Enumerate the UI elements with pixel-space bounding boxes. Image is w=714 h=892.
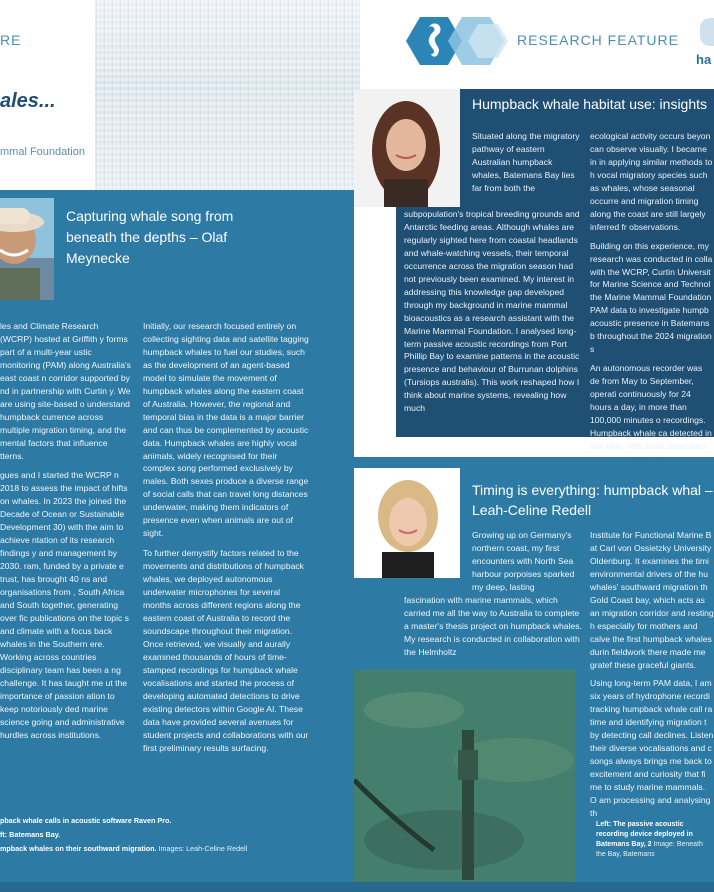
section-label-research-feature: RESEARCH FEATURE — [517, 32, 679, 48]
paragraph: Building on this experience, my research was conducted in colla with the WCRP, Curtin Universit for Marine Science and Technol the Marine Mammal Foundation PAM data to investigate humpb acoustic presence in Batemans b throughout the 2024 migration s — [590, 240, 713, 355]
habitat-section-heading: Humpback whale habitat use: insights — [472, 96, 708, 112]
paragraph: ecological activity occurs beyon can observe visually. I became in in applying similar methods to h vocal migratory species such as whales, whose seasonal occurre and migration timing along the coast are still largely inferred fr observations. — [590, 131, 713, 232]
timing-text-column-2 — [590, 529, 714, 826]
bottom-strip — [0, 882, 714, 892]
paragraph: les and Climate Research (WCRP) hosted at Griffith y forms part of a multi-year ustic monitoring (PAM) along Australia's east coast n corridor supported by nd in partnership with Curtin y. We are using site-based o understand humpback currence across multiple migration timing, and the mental factors that influence tterns. — [0, 321, 131, 461]
image-caption: Left: The passive acoustic recording device deployed in Batemans Bay, 2 Image: Beneath the Bay, Batemans — [596, 821, 703, 858]
olaf-portrait-photo — [0, 198, 54, 300]
habitat-author-portrait-photo — [354, 89, 460, 207]
image-caption: ft: Batemans Bay. — [0, 830, 61, 839]
publisher-logo: ha — [696, 52, 712, 67]
section-label-left: RE — [0, 32, 22, 48]
habitat-text-column-1: subpopulation's tropical breeding grounds and Antarctic feeding areas. Although whales are regularly sighted here from coastal headlands and whale-watching vessels, their temporal occurrence across the migration season had not previously been examined. My interest in addressing this knowledge gap developed through my background in marine mammal bioacoustics as a research assistant with the Marine Mammal Foundation. I analysed long-term passive acoustic recordings from Port Phillip Bay to examine patterns in the acoustic presence and behaviour of Burrunan dolphins (Tursiops australis). This work reshaped how I think about marine systems, revealing how much — [404, 209, 580, 414]
olaf-section-heading: Capturing whale song from beneath the depths – Olaf Meynecke — [66, 208, 234, 266]
paragraph: Using long-term PAM data, I am six years of hydrophone recordi tracking humpback whale call ra time and identifying migration t by detecting call declines. Listen their diverse vocalisations and c songs always brings me back to excitement and curiosity that fi me to study marine mammals. O am processing and analysing th — [590, 678, 714, 819]
speech-bubble-icon — [700, 18, 714, 46]
timing-text-column-1: fascination with marine mammals, which carried me all the way to Australia to complete a master's thesis project on humpback whales. My research is conducted in collaboration with the Helmholtz — [404, 595, 582, 657]
hydrophone-underwater-photo — [354, 670, 575, 892]
paragraph: To further demystify factors related to the movements and distributions of humpback whales, we deployed autonomous underwater microphones for several months across different regions along the eastern coast of Australia to record the soundscape throughout their migration. Once retrieved, we visually and aurally examined thousands of hours of time-stamped recordings for humpback whale vocalisations and started the process of developing automated detections to drive existing detectors within Google AI. These data have provided several avenues for student projects and collaborations with our first preliminary results surfacing. — [143, 548, 309, 753]
article-byline: mmal Foundation — [0, 146, 85, 158]
paragraph: An autonomous recorder was de from May to September, operati continuously for 24 hours a day, in more than 100,000 minutes o recordings. Humpback whale ca detected in late May, with susta detections — [590, 363, 712, 451]
image-caption: pback whale calls in acoustic software Raven Pro. — [0, 816, 172, 825]
article-title: ales... — [0, 90, 56, 112]
habitat-text-column-2 — [590, 130, 714, 472]
paragraph: Institute for Functional Marine B at Carl von Ossietzky University Oldenburg. It examines the timi environmental drivers of the hu whales' southward migration th Gold Coast bay, which acts as an migration corridor and resting h especially for mothers and calve the first humpback whales durin fieldwork there made me gratef these graceful giants. — [590, 530, 714, 670]
olaf-text-column-1 — [0, 320, 132, 749]
paragraph: Initially, our research focused entirely on collecting sighting data and satellite tagging humpback whales to fuel our studies, such as the development of an agent-based model to simulate the movement of humpback whales along the eastern coast of Australia. However, the regional and temporal bias in the data is a major barrier and can thus be complemented by acoustic data. Humpback whales are highly vocal animals, widely recognised for their complex song performed exclusively by males. Both sexes produce a diverse range of social calls that can travel long distances underwater, making them indicators of presence even when animals are out of sight. — [143, 321, 309, 539]
spectrogram-image — [95, 0, 360, 190]
timing-section-heading: Timing is everything: humpback whal –Leah-Celine Redell — [472, 482, 713, 518]
paragraph: gues and I started the WCRP n 2018 to assess the impact of hifts on whales. In 2023 the joined the Decade of Ocean or Sustainable Development 30) with the aim to achieve ntation of its research findings y and management by 2030. ram, funded by a private e trust, has brought 40 ns and organisations from , South Africa and South together, generating over fic publications on the topic s and climate with a focus back whales in the Southern ere. Working across countries disciplinary team has been a ng challenge. It has taught me ut the importance of passion ation to keep notoriously ded marine science going and administrative hurdles across institutions. — [0, 470, 129, 740]
seahorse-hexagon-icon — [386, 6, 516, 76]
image-caption: mpback whales on their southward migration. Images: Leah-Celine Redell — [0, 844, 248, 853]
timing-text-intro: Growing up on Germany's northern coast, my first encounters with North Sea harbour porpoises sparked my deep, lasting — [472, 530, 575, 592]
olaf-text-column-2 — [143, 320, 309, 761]
habitat-text-intro: Situated along the migratory pathway of eastern Australian humpback whales, Batemans Bay lies far from both the — [472, 131, 580, 193]
timing-author-portrait-photo — [354, 468, 460, 578]
